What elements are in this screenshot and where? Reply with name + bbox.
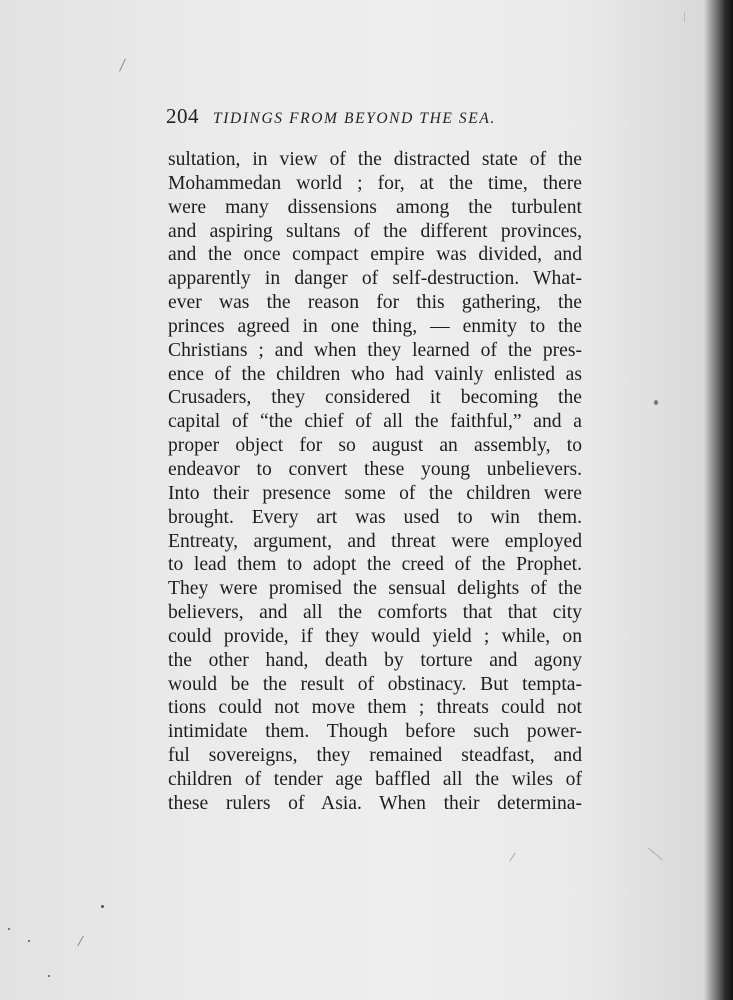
text-line: princes agreed in one thing, — enmity to the [168,315,582,337]
text-line: Into their presence some of the children were [168,482,582,504]
paper-speck [48,975,50,977]
paper-scratch [509,853,516,862]
text-line: Christians ; and when they learned of the pres- [168,339,582,361]
text-line: apparently in danger of self-destruction. What- [168,268,582,290]
text-line: intimidate them. Though before such power- [168,721,582,743]
text-line: these rulers of Asia. When their determina- [168,792,582,814]
text-line: would be the result of obstinacy. But tempta- [168,673,582,695]
text-line: were many dissensions among the turbulent [168,196,582,218]
page-number: 204 [166,104,199,128]
text-line: Entreaty, argument, and threat were employed [168,530,582,552]
text-line: They were promised the sensual delights of the [168,578,582,600]
text-line: Crusaders, they considered it becoming the [168,387,582,409]
paper-speck [8,928,10,930]
paper-speck [101,905,104,908]
text-line: sultation, in view of the distracted state of the [168,149,582,170]
text-line: endeavor to convert these young unbelievers. [168,458,582,480]
text-line: ful sovereigns, they remained steadfast, and [168,745,582,767]
text-line: and aspiring sultans of the different provinces, [168,220,582,242]
page-header [166,104,586,134]
text-line: children of tender age baffled all the wiles of [168,768,582,790]
paper-scratch [77,936,84,947]
paper-speck [28,940,30,942]
body-text [168,148,582,816]
text-line: capital of “the chief of all the faithful,” and a [168,411,582,433]
paper-scratch [684,12,685,22]
text-line: tions could not move them ; threats could not [168,697,582,719]
text-line: brought. Every art was used to win them. [168,506,582,528]
text-line: believers, and all the comforts that that city [168,602,582,624]
text-line: Mohammedan world ; for, at the time, there [168,172,582,194]
paper-speck [654,400,658,405]
text-line: the other hand, death by torture and agony [168,649,582,671]
text-line: and the once compact empire was divided, and [168,244,582,266]
text-line: to lead them to adopt the creed of the Prophet. [168,554,582,576]
paper-scratch [119,58,126,71]
text-line: ever was the reason for this gathering, the [168,292,582,314]
text-line: proper object for so august an assembly, to [168,435,582,457]
text-line: ence of the children who had vainly enlisted as [168,363,582,385]
text-line: could provide, if they would yield ; while, on [168,625,582,647]
running-title: TIDINGS FROM BEYOND THE SEA. [213,110,496,127]
paper-scratch [648,848,662,860]
